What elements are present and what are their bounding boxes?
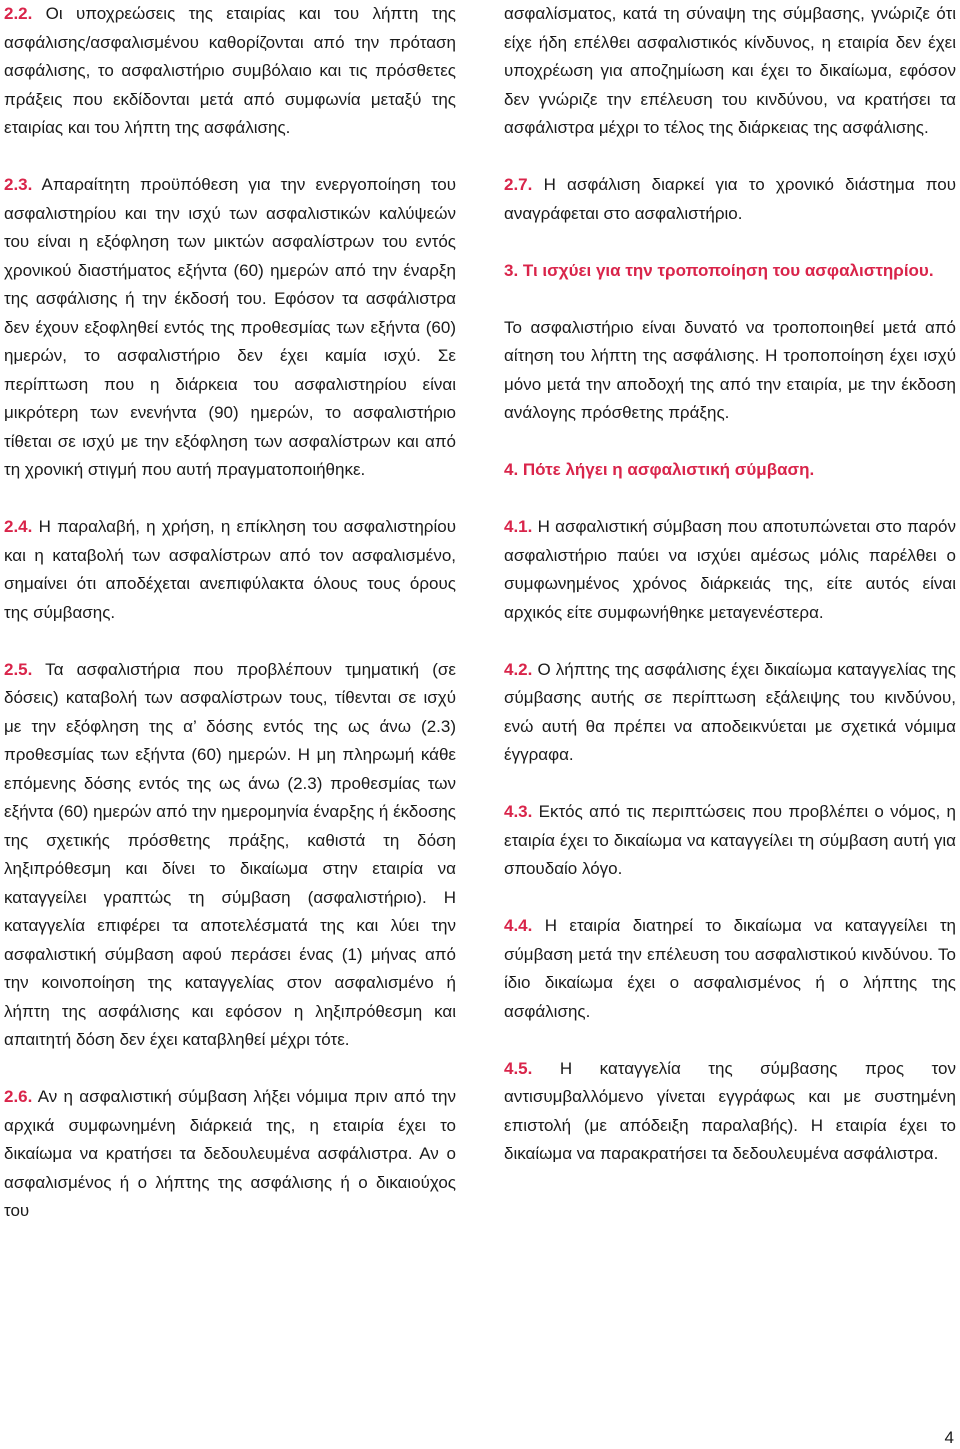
clause-text: Η καταγγελία της σύμβασης προς τον αντισυμβαλλόμενο γίνεται εγγράφως και με συστημένη επιστολή (με απόδειξη παραλαβής). Η εταιρία έχει το δικαίωμα να παρακρατήσει τα δεδουλευμένα ασφάλιστρα.	[504, 1058, 956, 1163]
clause-text: ασφαλίσματος, κατά τη σύναψη της σύμβασης, γνώριζε ότι είχε ήδη επέλθει ασφαλιστικός κίνδυνος, η εταιρία δεν έχει υποχρέωση για αποζημίωση και έχει το δικαίωμα, εφόσον δεν γνώριζε την επέλευση του κινδύνου, να κρατήσει τα ασφάλιστρα μέχρι το τέλος της διάρκειας της ασφάλισης.	[504, 4, 956, 137]
clause-2-4	[4, 513, 456, 627]
clause-text: Αν η ασφαλιστική σύμβαση λήξει νόμιμα πριν από την αρχικά συμφωνημένη διάρκειά της, η εταιρία έχει το δικαίωμα να κρατήσει τα δεδουλευμένα ασφάλιστρα. Αν ο ασφαλισμένος ή ο λήπτης της ασφάλισης ή ο δικαιούχος του	[4, 1087, 456, 1220]
section-3-heading: 3. Τι ισχύει για την τροποποίηση του ασφαλιστηρίου.	[504, 260, 934, 280]
clause-text: Η ασφάλιση διαρκεί για το χρονικό διάστημα που αναγράφεται στο ασφαλιστήριο.	[504, 175, 956, 223]
clause-2-3	[4, 171, 456, 485]
clause-number: 4.5.	[504, 1058, 533, 1078]
section-4-heading: 4. Πότε λήγει η ασφαλιστική σύμβαση.	[504, 460, 815, 479]
clause-text: Η παραλαβή, η χρήση, η επίκληση του ασφαλιστηρίου και η καταβολή των ασφαλίστρων από τον ασφαλισμένο, σημαίνει ότι αποδέχεται ανεπιφύλακτα όλους τους όρους της σύμβασης.	[4, 517, 456, 622]
clause-number: 2.2.	[4, 4, 33, 23]
clause-text: Η ασφαλιστική σύμβαση που αποτυπώνεται στο παρόν ασφαλιστήριο παύει να ισχύει αμέσως μόλις παρέλθει ο συμφωνημένος χρόνος διάρκειάς της, είτε αυτός είναι αρχικός είτε συμφωνήθηκε μεταγενέστερα.	[504, 517, 956, 622]
clause-2-6-continued	[504, 0, 956, 143]
clause-number: 2.5.	[4, 659, 33, 679]
clause-number: 2.4.	[4, 517, 33, 536]
clause-text: Εκτός από τις περιπτώσεις που προβλέπει ο νόμος, η εταιρία έχει το δικαίωμα να καταγγείλει τη σύμβαση αυτή για σπουδαίο λόγο.	[504, 802, 956, 878]
page-number: 4	[944, 1428, 954, 1447]
clause-text: Ο λήπτης της ασφάλισης έχει δικαίωμα καταγγελίας της σύμβασης αυτής σε περίπτωση εξάλειψης του κινδύνου, ενώ αυτή θα πρέπει να αποδεικνύεται με σχετικά νόμιμα έγγραφα.	[504, 659, 956, 764]
clause-2-7	[504, 171, 956, 228]
clause-4-1	[504, 513, 956, 627]
clause-text: Η εταιρία διατηρεί το δικαίωμα να καταγγείλει τη σύμβαση μετά την επέλευση του ασφαλιστικού κινδύνου. Το ίδιο δικαίωμα έχει ο ασφαλισμένος ή ο λήπτης της ασφάλισης.	[504, 916, 956, 1021]
clause-text: Οι υποχρεώσεις της εταιρίας και του λήπτη της ασφάλισης/ασφαλισμένου καθορίζονται από την πρόταση ασφάλισης, το ασφαλιστήριο συμβόλαιο και τις πρόσθετες πράξεις που εκδίδονται μετά από συμφωνία μεταξύ της εταιρίας και του λήπτη της ασφάλισης.	[4, 4, 456, 137]
left-column	[4, 0, 456, 1254]
clause-4-5	[504, 1055, 956, 1169]
section-3-text: Το ασφαλιστήριο είναι δυνατό να τροποποιηθεί μετά από αίτηση του λήπτη της ασφάλισης. Η τροποποίηση έχει ισχύ μόνο μετά την αποδοχή της από την εταιρία, με την έκδοση ανάλογης πρόσθετης πράξης.	[504, 317, 956, 422]
right-column	[504, 0, 956, 1197]
clause-text: Τα ασφαλιστήρια που προβλέπουν τμηματική (σε δόσεις) καταβολή των ασφαλίστρων τους, τίθενται σε ισχύ με την εξόφληση της α’ δόσης εντός της ως άνω (2.3) προθεσμίας των εξήντα (60) ημερών. Η μη πληρωμή κάθε επόμενης δόσης εντός της ως άνω (2.3) προθεσμίας των εξήντα (60) ημερών από την ημερομηνία έναρξης ή έκδοσης της σχετικής πρόσθετης πράξης, καθιστά τη δόση ληξιπρόθεσμη και δίνει το δικαίωμα στην εταιρία να καταγγείλει γραπτώς τη σύμβαση (ασφαλιστήριο). Η καταγγελία επιφέρει τα αποτελέσματά της και λύει την ασφαλιστική σύμβαση αφού περάσει ένας (1) μήνας από την κοινοποίηση της καταγγελίας στον ασφαλισμένο ή λήπτη της ασφάλισης και εφόσον η ληξιπρόθεσμη και απαιτητή δόση δεν έχει καταβληθεί μέχρι τότε.	[4, 659, 456, 1049]
clause-4-3	[504, 798, 956, 884]
clause-number: 4.2.	[504, 659, 533, 679]
clause-number: 2.6.	[4, 1087, 33, 1106]
clause-number: 4.4.	[504, 916, 533, 935]
clause-text: Απαραίτητη προϋπόθεση για την ενεργοποίηση του ασφαλιστηρίου και την ισχύ των ασφαλιστικών καλύψεών του είναι η εξόφληση των μικτών ασφαλίστρων του εντός χρονικού διαστήματος εξήντα (60) ημερών από την έναρξη της ασφάλισης ή την έκδοσή του. Εφόσον τα ασφάλιστρα δεν έχουν εξοφληθεί εντός της προθεσμίας των εξήντα (60) ημερών, το ασφαλιστήριο δεν έχει καμία ισχύ. Σε περίπτωση που η διάρκεια του ασφαλιστηρίου είναι μικρότερη των ενενήντα (90) ημερών, το ασφαλιστήριο τίθεται σε ισχύ με την εξόφληση των ασφαλίστρων και από τη χρονική στιγμή που αυτή πραγματοποιήθηκε.	[4, 175, 456, 479]
clause-4-2	[504, 656, 956, 770]
clause-number: 4.1.	[504, 517, 533, 536]
clause-2-2	[4, 0, 456, 143]
clause-number: 2.3.	[4, 175, 33, 194]
clause-4-4	[504, 912, 956, 1026]
clause-2-5	[4, 656, 456, 1055]
clause-number: 2.7.	[504, 175, 533, 194]
clause-number: 4.3.	[504, 802, 533, 821]
clause-2-6	[4, 1083, 456, 1226]
